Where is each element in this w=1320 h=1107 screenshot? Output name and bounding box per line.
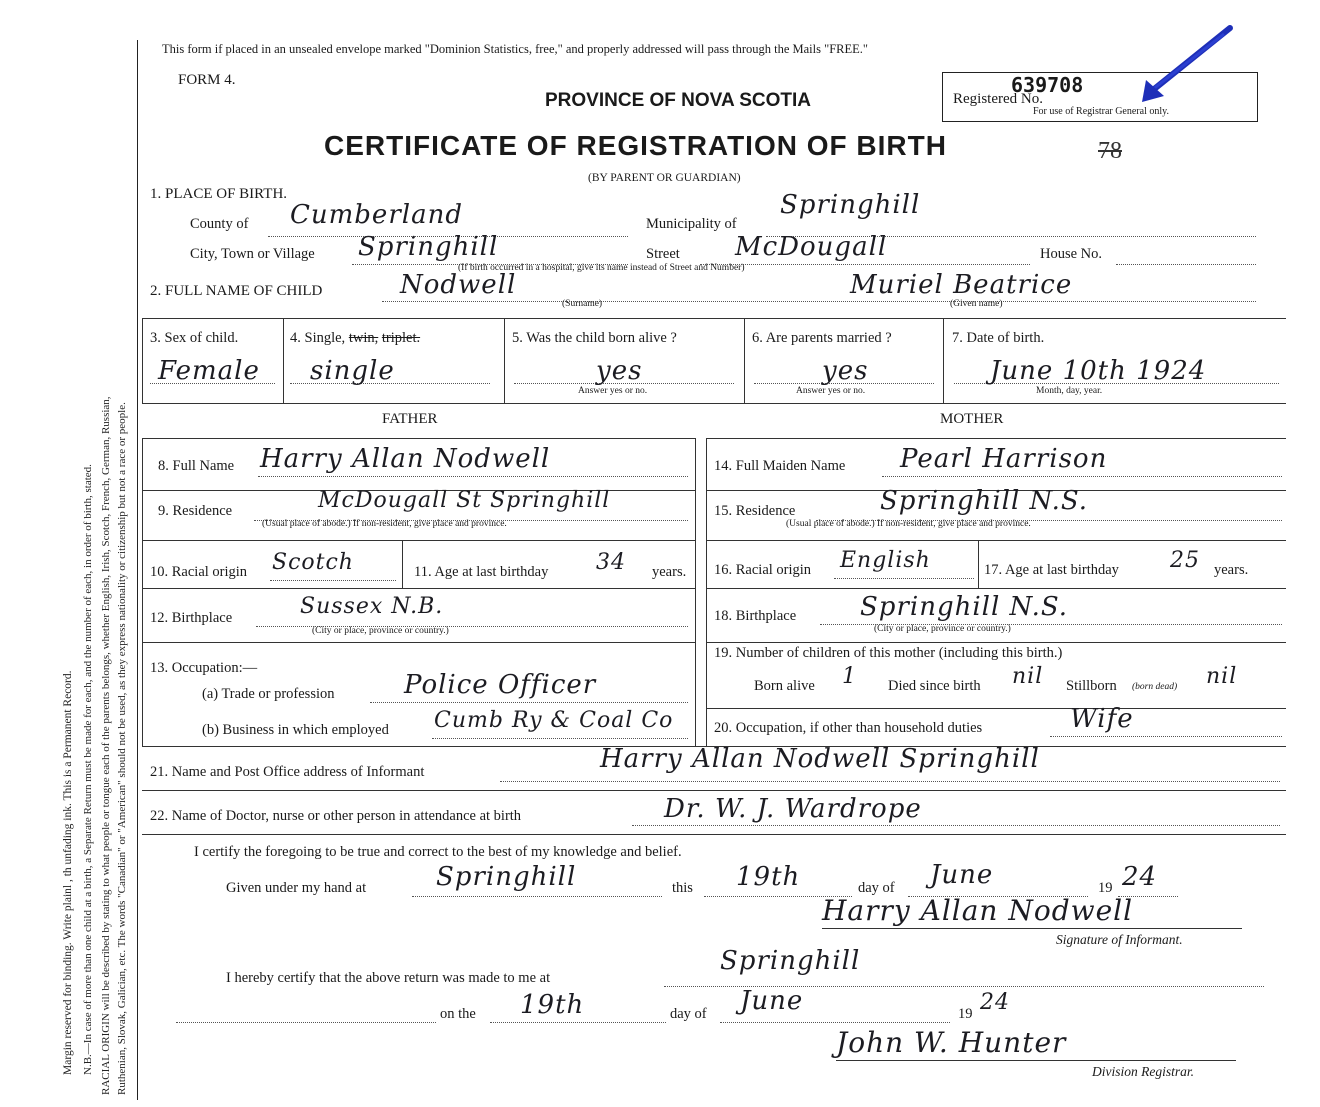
row3-divider-3 (744, 318, 745, 403)
business-line (432, 738, 688, 739)
father-race: Scotch (272, 550, 354, 575)
informant-line (500, 781, 1280, 782)
row3-divider-4 (943, 318, 944, 403)
doctor-line (632, 825, 1280, 826)
informant-value: Harry Allan Nodwell Springhill (600, 744, 1040, 774)
informant-signature-caption: Signature of Informant. (1056, 932, 1183, 947)
row3-divider-2 (504, 318, 505, 403)
registrar-place: Springhill (720, 946, 861, 976)
mother-name: Pearl Harrison (900, 444, 1108, 474)
mother-row-rule-5 (706, 708, 1286, 709)
trade-line (370, 702, 688, 703)
registrar-day: 19th (520, 990, 585, 1020)
stillborn-label: Stillborn (1066, 678, 1117, 694)
given-under-label: Given under my hand at (226, 880, 367, 896)
mother-res-label: 15. Residence (714, 503, 796, 519)
mother-race-divider (978, 540, 979, 588)
doctor-rule (142, 834, 1286, 835)
registrar-month: June (740, 986, 804, 1016)
registered-number: 639708 (1011, 73, 1084, 97)
born-alive-label: Born alive (754, 678, 815, 694)
municipality-value: Springhill (780, 190, 921, 220)
registrar-caption: Division Registrar. (1092, 1064, 1195, 1079)
doctor-label: 22. Name of Doctor, nurse or other person in attendance at birth (150, 808, 522, 824)
registrar-note: For use of Registrar General only. (1033, 106, 1169, 117)
father-trade: Police Officer (404, 670, 597, 700)
given-day-of-label: day of (858, 880, 895, 896)
father-row-rule-2 (142, 540, 695, 541)
mother-race-label: 16. Racial origin (714, 562, 812, 578)
mother-name-line (882, 476, 1282, 477)
page-title: CERTIFICATE OF REGISTRATION OF BIRTH (324, 130, 947, 161)
mother-heading: MOTHER (940, 411, 1004, 427)
mother-row-rule-4 (706, 642, 1286, 643)
child-given-name: Muriel Beatrice (850, 270, 1073, 300)
mother-race-line (834, 578, 974, 579)
binding-margin-line (137, 40, 138, 1100)
mother-birthplace-label: 18. Birthplace (714, 608, 797, 624)
single-value: single (310, 356, 395, 386)
father-birthplace: Sussex N.B. (300, 594, 444, 619)
stillborn-caption: (born dead) (1132, 682, 1178, 692)
margin-note-racial-origin-cont: Ruthenian, Slovak, Galician, etc. The words "Canadian" or "American" should not be used, as they express nationality or citizenship but not a race or people. (116, 402, 128, 1095)
registrar-year-suffix: 24 (980, 990, 1010, 1015)
province-heading: PROVINCE OF NOVA SCOTIA (545, 90, 812, 111)
died-label: Died since birth (888, 678, 981, 694)
house-label: House No. (1040, 246, 1103, 262)
city-value: Springhill (358, 232, 499, 262)
county-value: Cumberland (290, 200, 463, 230)
margin-note-binding: Margin reserved for binding. Write plainl , th unfading ink. This is a Permanent Record. (62, 670, 74, 1075)
registrar-day-line (490, 1022, 666, 1023)
died-value: nil (1012, 664, 1044, 689)
registrar-statement: I hereby certify that the above return was made to me at (226, 970, 551, 986)
father-race-label: 10. Racial origin (150, 564, 248, 580)
registrar-month-line (720, 1022, 950, 1023)
given-month: June (930, 860, 994, 890)
margin-note-multiple-births: N.B.—In case of more than one child at a birth, a Separate Return must be made for each, and the number of each, in order of birth, stated. (82, 464, 94, 1075)
mail-notice: This form if placed in an unsealed envelope marked "Dominion Statistics, free," and properly addressed will pass through the Mails "FREE." (162, 42, 869, 56)
dob-caption: Month, day, year. (1036, 386, 1103, 396)
father-heading-rule (142, 438, 695, 439)
married-caption: Answer yes or no. (796, 386, 866, 396)
father-birthplace-label: 12. Birthplace (150, 610, 233, 626)
certify-statement: I certify the foregoing to be true and correct to the best of my knowledge and belief. (194, 844, 682, 860)
mother-row-rule-2 (706, 540, 1286, 541)
mother-years: years. (1214, 562, 1249, 578)
on-the-label: on the (440, 1006, 476, 1022)
single-label-b: triplet. (381, 330, 421, 346)
married-value: yes (822, 356, 869, 386)
alive-label: 5. Was the child born alive ? (512, 330, 677, 346)
doctor-value: Dr. W. J. Wardrope (664, 794, 922, 824)
father-years: years. (652, 564, 687, 580)
street-label: Street (646, 246, 680, 262)
registrar-year-prefix: 19 (958, 1006, 973, 1022)
single-label (290, 330, 420, 347)
mother-heading-rule (706, 438, 1286, 439)
alive-caption: Answer yes or no. (578, 386, 648, 396)
father-name-label: 8. Full Name (158, 458, 235, 474)
mother-occupation-line (1050, 736, 1282, 737)
dob-value: June 10th 1924 (990, 356, 1207, 386)
given-place-line (412, 896, 662, 897)
surname-caption: (Surname) (562, 299, 603, 309)
margin-note-racial-origin: RACIAL ORIGIN will be described by stating to what people or tongue each of the parents belongs, whether English, Irish, Scotch, French, German, Russian, (100, 396, 112, 1095)
occupation-label: 13. Occupation:— (150, 660, 258, 676)
trade-label: (a) Trade or profession (202, 686, 335, 702)
form-number: FORM 4. (178, 72, 236, 88)
stillborn-value: nil (1206, 664, 1238, 689)
registered-label: Registered No. (953, 91, 1043, 107)
father-business: Cumb Ry & Coal Co (434, 708, 674, 733)
mother-age-label: 17. Age at last birthday (984, 562, 1119, 578)
registrar-signature-line (836, 1060, 1236, 1061)
father-age-label: 11. Age at last birthday (414, 564, 549, 580)
registrar-signature: John W. Hunter (836, 1026, 1067, 1059)
given-name-caption: (Given name) (950, 299, 1003, 309)
row3-top-border (142, 318, 1286, 319)
child-name-label: 2. FULL NAME OF CHILD (150, 283, 323, 299)
informant-label: 21. Name and Post Office address of Informant (150, 764, 425, 780)
municipality-label: Municipality of (646, 216, 737, 232)
street-line (700, 264, 1030, 265)
street-value: McDougall (735, 232, 888, 262)
informant-signature-line (822, 928, 1242, 929)
informant-rule (142, 790, 1286, 791)
children-label: 19. Number of children of this mother (including this birth.) (714, 645, 1063, 661)
county-label: County of (190, 216, 249, 232)
mother-row-rule-3 (706, 588, 1286, 589)
mother-bp-caption: (City or place, province or country.) (874, 624, 1011, 634)
born-alive-value: 1 (842, 664, 857, 689)
given-year-prefix: 19 (1098, 880, 1113, 896)
father-left-border (142, 438, 143, 746)
city-label: City, Town or Village (190, 246, 315, 262)
father-bp-caption: (City or place, province or country.) (312, 626, 449, 636)
given-day: 19th (736, 862, 801, 892)
mother-name-label: 14. Full Maiden Name (714, 458, 846, 474)
mother-age: 25 (1170, 548, 1200, 573)
married-label: 6. Are parents married ? (752, 330, 892, 346)
child-surname: Nodwell (400, 270, 517, 300)
place-of-birth-heading: 1. PLACE OF BIRTH. (150, 186, 288, 202)
corner-mark: 78 (1098, 138, 1122, 164)
alive-value: yes (596, 356, 643, 386)
father-race-divider (402, 540, 403, 588)
registrar-blank-line (176, 1022, 436, 1023)
page-subtitle: (BY PARENT OR GUARDIAN) (588, 172, 741, 184)
blue-arrow-mark (1120, 20, 1240, 120)
mother-left-border (706, 438, 707, 746)
mother-race: English (840, 548, 931, 573)
child-name-line (382, 301, 1256, 302)
business-label: (b) Business in which employed (202, 722, 389, 738)
father-age: 34 (596, 550, 626, 575)
registrar-day-of-label: day of (670, 1006, 707, 1022)
row3-bottom-border (142, 403, 1286, 404)
father-right-border (695, 438, 696, 746)
father-row-rule-3 (142, 588, 695, 589)
father-race-line (270, 580, 396, 581)
row3-divider-0 (142, 318, 143, 403)
dob-label: 7. Date of birth. (952, 330, 1045, 346)
father-name: Harry Allan Nodwell (260, 444, 551, 474)
mother-occupation: Wife (1070, 704, 1134, 734)
house-line (1116, 264, 1256, 265)
father-res-caption: (Usual place of abode.) If non-resident, give place and province. (262, 519, 507, 529)
sex-value: Female (158, 356, 260, 386)
father-name-line (258, 476, 688, 477)
father-heading: FATHER (382, 411, 438, 427)
father-row-rule-4 (142, 642, 695, 643)
given-year-suffix: 24 (1122, 862, 1158, 892)
given-place: Springhill (436, 862, 577, 892)
sex-label: 3. Sex of child. (150, 330, 239, 346)
informant-signature: Harry Allan Nodwell (822, 894, 1134, 927)
mother-residence: Springhill N.S. (880, 486, 1089, 516)
this-label: this (672, 880, 693, 896)
father-res-label: 9. Residence (158, 503, 233, 519)
single-label-twin: twin, (348, 330, 379, 346)
row3-divider-1 (283, 318, 284, 403)
single-label-a: 4. Single, (290, 330, 346, 346)
mother-res-caption: (Usual place of abode.) If non-resident, give place and province. (786, 519, 1031, 529)
hospital-note: (If birth occurred in a hospital, give its name instead of Street and Number) (458, 263, 745, 273)
mother-occupation-label: 20. Occupation, if other than household duties (714, 720, 983, 736)
father-residence: McDougall St Springhill (318, 488, 611, 513)
mother-birthplace: Springhill N.S. (860, 592, 1069, 622)
